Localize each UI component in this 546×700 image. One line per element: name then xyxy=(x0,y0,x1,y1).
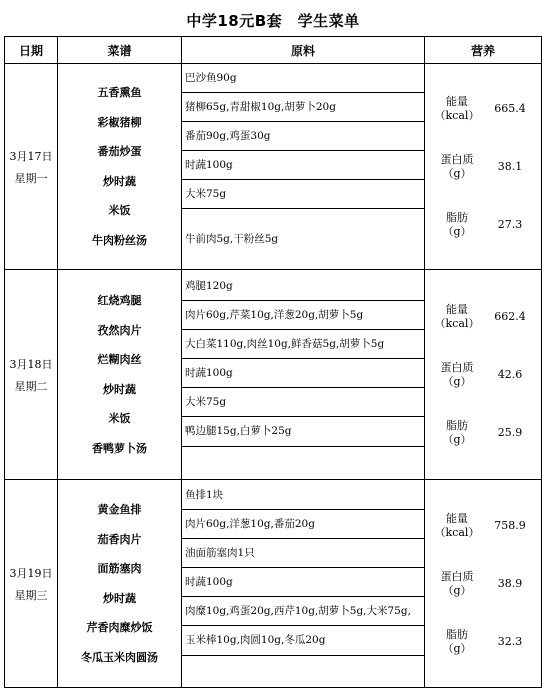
nutrition-fat xyxy=(431,613,535,671)
nutrient-label: 蛋白质 xyxy=(440,152,474,166)
dish-name: 牛肉粉丝汤 xyxy=(92,233,147,247)
nutrient-value: 32.3 xyxy=(497,635,523,648)
nutrient-unit: （g） xyxy=(442,641,472,655)
ingredient-line: 玉米棒10g,肉圆10g,冬瓜20g xyxy=(182,626,424,656)
ingredient-line: 猪柳65g,青甜椒10g,胡萝卜20g xyxy=(182,93,424,122)
dish-name: 烂糊肉丝 xyxy=(97,353,142,366)
date-cell xyxy=(5,64,58,270)
ingredients-cell xyxy=(182,64,425,270)
dishes-cell xyxy=(58,64,182,270)
weekday-label: 星期二 xyxy=(14,379,48,393)
nutrition-fat xyxy=(431,196,535,254)
nutrition-protein xyxy=(431,138,535,196)
dish-name: 红烧鸡腿 xyxy=(97,294,142,307)
header-ingredients: 原料 xyxy=(182,37,425,64)
dish-name: 茄香肉片 xyxy=(97,532,142,546)
dish-name: 米饭 xyxy=(108,204,131,217)
nutrient-value: 42.6 xyxy=(497,368,523,381)
ingredient-line: 时蔬100g xyxy=(182,568,424,597)
header-nutrition: 营养 xyxy=(425,37,542,64)
dishes-cell xyxy=(58,480,182,688)
nutrition-protein xyxy=(431,346,535,404)
dish-name: 五香熏鱼 xyxy=(97,86,142,99)
menu-table xyxy=(4,36,542,688)
ingredient-line: 油面筋塞肉1只 xyxy=(182,539,424,568)
date-cell xyxy=(5,270,58,480)
nutrient-label: 蛋白质 xyxy=(440,360,474,374)
ingredients-cell xyxy=(182,270,425,480)
ingredient-line: 鱼排1块 xyxy=(182,481,424,510)
dish-name: 炒时蔬 xyxy=(103,174,136,188)
nutrient-label: 脂肪 xyxy=(446,210,468,224)
nutrient-unit: （g） xyxy=(442,166,472,180)
dish-name: 番茄炒蛋 xyxy=(97,145,142,158)
ingredient-line: 肉片60g,芹菜10g,洋葱20g,胡萝卜5g xyxy=(182,301,424,330)
nutrition-cell xyxy=(425,270,542,480)
dish-name: 面筋塞肉 xyxy=(97,562,142,575)
nutrient-label: 脂肪 xyxy=(446,627,468,641)
nutrient-unit: （kcal） xyxy=(434,108,480,122)
nutrient-value: 662.4 xyxy=(494,310,526,323)
header-row xyxy=(5,37,542,64)
menu-title: 中学18元B套 学生菜单 xyxy=(186,12,360,30)
dish-name: 芹香肉糜炒饭 xyxy=(86,621,153,634)
nutrient-unit: （g） xyxy=(442,224,472,238)
ingredient-line: 肉片60g,洋葱10g,番茄20g xyxy=(182,510,424,539)
ingredient-line: 时蔬100g xyxy=(182,359,424,388)
ingredients-cell xyxy=(182,480,425,688)
ingredient-line xyxy=(182,447,424,477)
nutrient-value: 38.1 xyxy=(497,160,523,173)
day-row xyxy=(5,480,542,688)
ingredient-line: 时蔬100g xyxy=(182,151,424,180)
nutrient-value: 665.4 xyxy=(494,102,526,115)
nutrition-energy xyxy=(431,497,535,555)
dish-name: 黄金鱼排 xyxy=(97,503,142,516)
ingredient-line xyxy=(182,656,424,686)
nutrient-unit: （g） xyxy=(442,583,472,597)
weekday-label: 星期三 xyxy=(14,588,48,602)
nutrient-unit: （kcal） xyxy=(434,316,480,330)
ingredient-line: 肉糜10g,鸡蛋20g,西芹10g,胡萝卜5g,大米75g, xyxy=(182,597,424,626)
nutrition-cell xyxy=(425,480,542,688)
dish-name: 香鸭萝卜汤 xyxy=(92,441,147,455)
nutrient-label: 能量 xyxy=(446,302,468,316)
dishes-cell xyxy=(58,270,182,480)
dish-name: 孜然肉片 xyxy=(97,323,142,337)
dish-name: 冬瓜玉米肉圆汤 xyxy=(81,650,158,664)
date-label: 3月17日 xyxy=(9,149,53,163)
ingredient-line: 牛前肉5g,干粉丝5g xyxy=(185,232,279,245)
header-dishes: 菜谱 xyxy=(58,37,182,64)
nutrition-protein xyxy=(431,555,535,613)
nutrient-unit: （g） xyxy=(442,374,472,388)
dish-name: 米饭 xyxy=(108,412,131,425)
header-date: 日期 xyxy=(5,37,58,64)
ingredient-line: 大米75g xyxy=(182,180,424,209)
date-label: 3月18日 xyxy=(9,357,53,371)
nutrition-energy xyxy=(431,80,535,138)
ingredient-line: 巴沙鱼90g xyxy=(182,64,424,93)
ingredient-line: 鸭边腿15g,白萝卜25g xyxy=(182,417,424,447)
dish-name: 彩椒猪柳 xyxy=(97,115,142,129)
nutrition-cell xyxy=(425,64,542,270)
day-row xyxy=(5,64,542,270)
nutrient-unit: （kcal） xyxy=(434,525,480,539)
ingredient-line: 大白菜110g,肉丝10g,鲜香菇5g,胡萝卜5g xyxy=(182,330,424,359)
nutrition-energy xyxy=(431,288,535,346)
nutrient-label: 脂肪 xyxy=(446,418,468,432)
nutrient-value: 758.9 xyxy=(494,519,526,532)
nutrient-unit: （g） xyxy=(442,432,472,446)
ingredient-line: 鸡腿120g xyxy=(182,272,424,301)
nutrient-value: 25.9 xyxy=(497,426,523,439)
date-cell xyxy=(5,480,58,688)
date-label: 3月19日 xyxy=(9,566,53,580)
ingredient-line: 大米75g xyxy=(182,388,424,417)
day-row xyxy=(5,270,542,480)
weekday-label: 星期一 xyxy=(14,171,48,185)
nutrient-value: 38.9 xyxy=(497,577,523,590)
nutrient-value: 27.3 xyxy=(497,218,523,231)
nutrient-label: 能量 xyxy=(446,511,468,525)
nutrient-label: 蛋白质 xyxy=(440,569,474,583)
nutrition-fat xyxy=(431,404,535,462)
ingredient-line: 番茄90g,鸡蛋30g xyxy=(182,122,424,151)
dish-name: 炒时蔬 xyxy=(103,591,136,605)
nutrient-label: 能量 xyxy=(446,94,468,108)
dish-name: 炒时蔬 xyxy=(103,382,136,396)
